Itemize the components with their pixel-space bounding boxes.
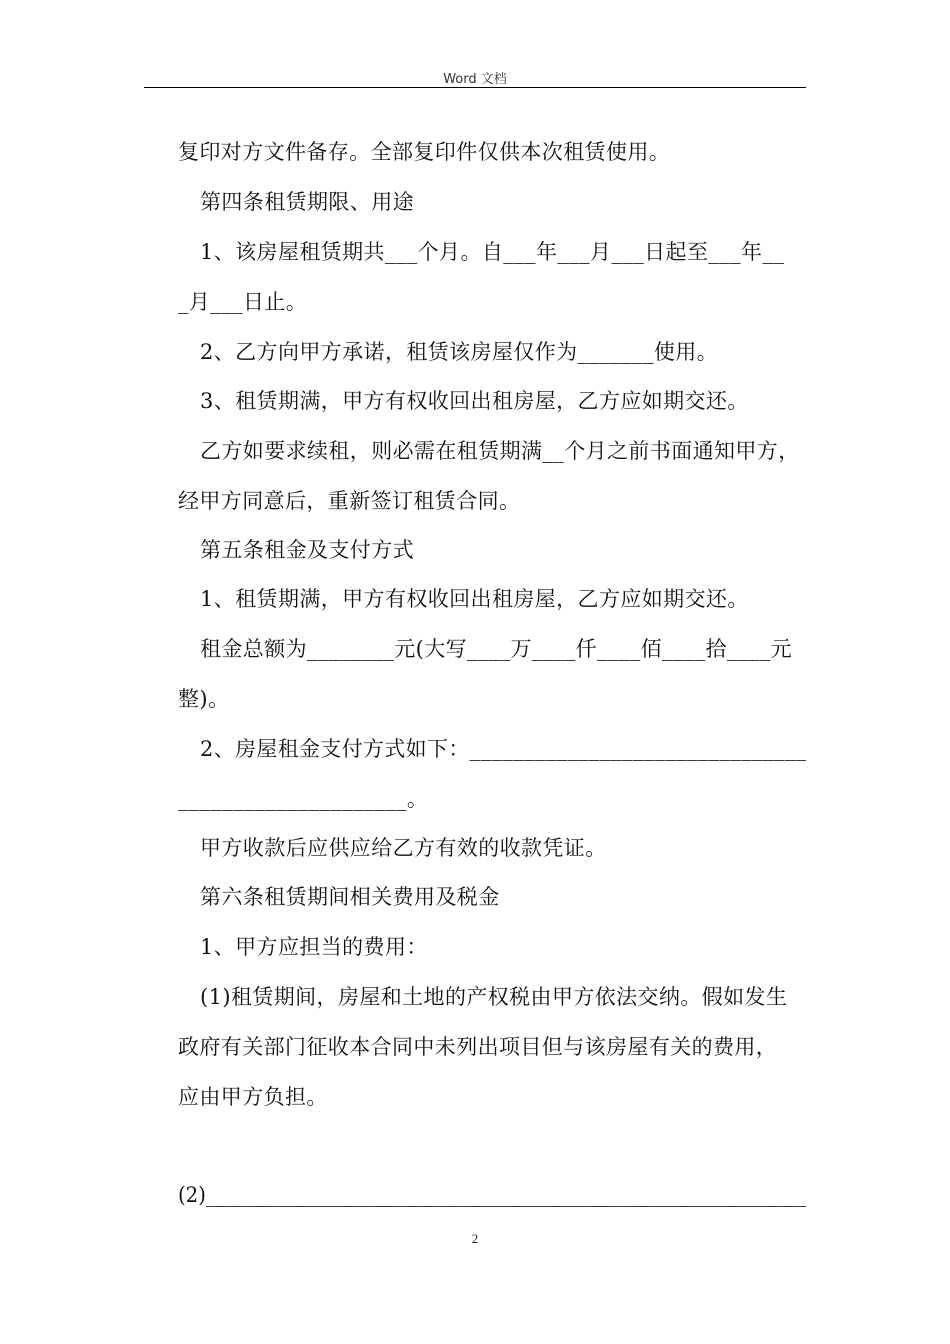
body-line: _月___日止。 [178, 290, 308, 314]
body-line: 1、该房屋租赁期共___个月。自___年___月___日起至___年__ [200, 240, 785, 264]
body-line: 乙方如要求续租，则必需在租赁期满__个月之前书面通知甲方， [200, 439, 800, 463]
body-line: _____________________。 [178, 787, 429, 811]
body-line: 租金总额为________元(大写____万____仟____佰____拾____元 [200, 637, 792, 661]
body-line: (2)_____________________________________________________________ [178, 1183, 807, 1207]
body-line: 1、甲方应担当的费用： [200, 935, 428, 959]
body-line: 整)。 [178, 687, 230, 711]
body-line: 1、租赁期满，甲方有权收回出租房屋，乙方应如期交还。 [200, 587, 749, 611]
body-line: 2、乙方向甲方承诺，租赁该房屋仅作为_______使用。 [200, 340, 719, 364]
body-line: 3、租赁期满，甲方有权收回出租房屋，乙方应如期交还。 [200, 389, 749, 413]
body-line: 复印对方文件备存。全部复印件仅供本次租赁使用。 [178, 140, 671, 164]
body-line: 甲方收款后应供应给乙方有效的收款凭证。 [200, 836, 607, 860]
body-line: 政府有关部门征收本合同中未列出项目但与该房屋有关的费用， [178, 1035, 778, 1059]
section-heading: 第六条租赁期间相关费用及税金 [200, 885, 500, 909]
section-heading: 第四条租赁期限、用途 [200, 190, 414, 214]
body-line: 应由甲方负担。 [178, 1085, 328, 1109]
page-number: 2 [471, 1231, 479, 1246]
body-line: (1)租赁期间，房屋和土地的产权税由甲方依法交纳。假如发生 [200, 985, 788, 1009]
body-line: 2、房屋租金支付方式如下：_______________________________ [200, 737, 807, 761]
header-divider [144, 87, 806, 88]
section-heading: 第五条租金及支付方式 [200, 538, 414, 562]
page-header: Word 文档 [443, 72, 507, 87]
body-line: 经甲方同意后，重新签订租赁合同。 [178, 489, 521, 513]
